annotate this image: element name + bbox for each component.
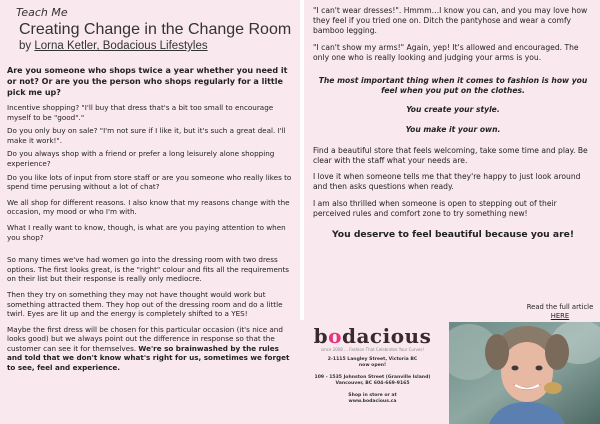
lead-question: Are you someone who shops twice a year whether you need it or not? Or are you the person who shops regularly for a little pick me up? bbox=[7, 66, 288, 97]
paragraph-dressing-room: So many times we've had women go into the dressing room with two dress options. The first looks great, is the "right" colour and fits all the requirements on their list but their response is really only mediocre. bbox=[7, 255, 290, 284]
byline bbox=[19, 39, 294, 53]
vancouver-address-line1: 109 - 1535 Johnston Street (Granville Island) bbox=[314, 374, 431, 380]
logo-cherry-o: o bbox=[328, 324, 342, 348]
quote-make-own: You make it your own. bbox=[405, 124, 501, 134]
byline-prefix: by bbox=[19, 40, 35, 52]
paragraph-try-new: I am also thrilled when someone is open to stepping out of their perceived rules and comfort zone to try something new! bbox=[313, 198, 557, 218]
paragraph-incentive: Incentive shopping? "I'll buy that dress that's a bit too small to encourage myself to be "good"." bbox=[7, 103, 274, 122]
shop-online-line1: Shop in store or at bbox=[348, 392, 397, 398]
shop-online-url: www.bodacious.ca bbox=[348, 399, 397, 405]
paragraph-friend: Do you always shop with a friend or prefer a long leisurely alone shopping experience? bbox=[7, 149, 275, 168]
vancouver-address bbox=[300, 375, 445, 388]
left-column bbox=[7, 6, 294, 377]
victoria-address-line2: now open! bbox=[358, 363, 387, 369]
paragraph-arms: "I can't show my arms!" Again, yep! It's allowed and encouraged. The only one who is really looking and judging your arms is you. bbox=[313, 42, 579, 62]
author-link[interactable]: Lorna Ketler, Bodacious Lifestyles bbox=[34, 40, 208, 52]
paragraph-first-dress-bold: We're so brainwashed by the rules and told that we don't know what's right for us, sometimes we forget to see, feel and experience. bbox=[7, 343, 290, 373]
article-title: Creating Change in the Change Room bbox=[19, 21, 292, 38]
victoria-address-line1: 2-1115 Langley Street, Victoria BC bbox=[327, 357, 418, 362]
section-kicker: Teach Me bbox=[16, 6, 68, 19]
paragraph-first-dress-text: Maybe the first dress will be chosen for this particular occasion (it's nice and looks good) but we always point out the difference in response so that the customer can see it for themselves. bbox=[7, 324, 283, 353]
author-photo-illustration bbox=[449, 322, 600, 424]
logo-b: b bbox=[313, 324, 329, 348]
read-full-article bbox=[525, 303, 595, 321]
author-photo bbox=[449, 322, 600, 424]
paragraph-reasons: We all shop for different reasons. I also know that my reasons change with the occasion, my mood or who I'm with. bbox=[7, 197, 290, 217]
shop-online bbox=[300, 393, 445, 406]
logo-rest: dacious bbox=[341, 324, 432, 348]
victoria-address bbox=[300, 357, 445, 370]
read-full-text: Read the full article bbox=[526, 303, 594, 311]
paragraph-dresses: "I can't wear dresses!". Hmmm…I know you can, and you may love how they feel if you tried one on. Ditch the pantyhose and wear a comfy bamboo legging. bbox=[313, 6, 588, 36]
bodacious-logo bbox=[300, 324, 445, 348]
paragraph-sale: Do you only buy on sale? "I'm not sure if I like it, but it's such a great deal. I'll make it work!". bbox=[7, 126, 286, 145]
paragraph-input: Do you like lots of input from store staff or are you someone who really likes to spend time perusing without a lot of chat? bbox=[7, 172, 292, 192]
quote-create-style: You create your style. bbox=[406, 105, 500, 115]
closing-statement: You deserve to feel beautiful because you are! bbox=[331, 229, 575, 241]
right-column bbox=[313, 6, 593, 241]
bodacious-ad[interactable] bbox=[300, 320, 445, 424]
paragraph-attention: What I really want to know, though, is what are you paying attention to when you shop? bbox=[7, 222, 286, 242]
paragraph-twirl: Then they try on something they may not have thought would work but something attracted them. They hop out of the dressing room and do a little twirl. Eyes are lit up and the energy is completely shifted to a YES! bbox=[7, 289, 283, 319]
paragraph-look-around: I love it when someone tells me that they're happy to just look around and then asks questions when ready. bbox=[313, 172, 581, 192]
paragraph-store: Find a beautiful store that feels welcoming, take some time and play. Be clear with the staff what your needs are. bbox=[313, 145, 588, 166]
quote-feel: The most important thing when it comes to fashion is how you feel when you put on the clothes. bbox=[318, 76, 588, 96]
read-full-link[interactable]: HERE bbox=[550, 312, 570, 320]
paragraph-first-dress bbox=[7, 325, 294, 373]
logo-tagline: since 2008 … Fashion That Celebrates Your Curves! bbox=[320, 347, 425, 352]
vancouver-address-line2: Vancouver, BC 604-669-9165 bbox=[335, 381, 410, 387]
